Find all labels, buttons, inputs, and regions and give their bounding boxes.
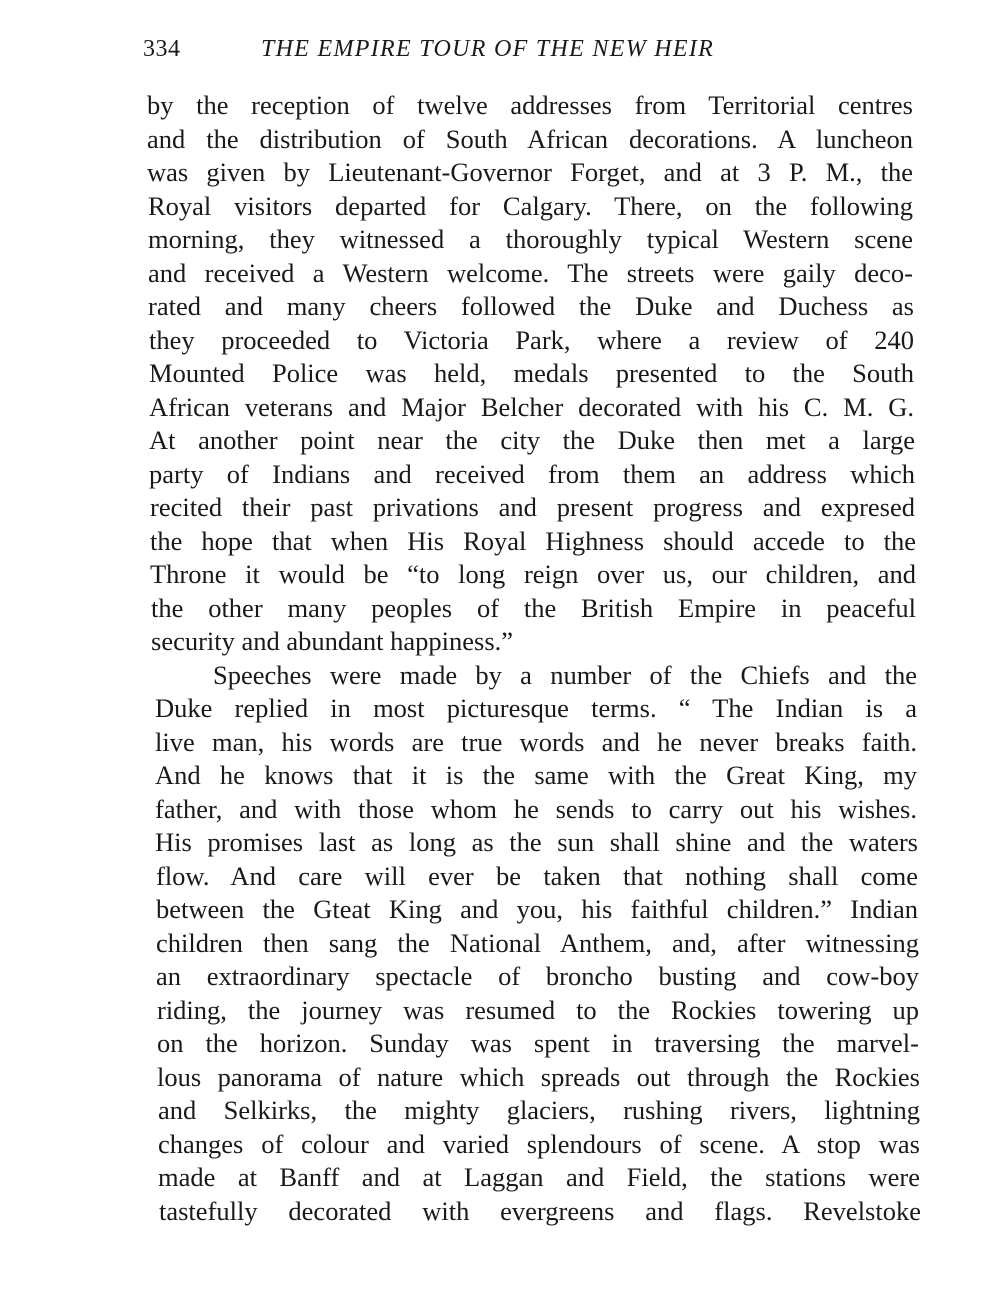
text-line: on the horizon. Sunday was spent in traversing the marvel- xyxy=(157,1028,919,1058)
text-line: father, and with those whom he sends to carry out his wishes. xyxy=(155,793,917,824)
running-title: THE EMPIRE TOUR OF THE NEW HEIR xyxy=(261,36,715,62)
text-line: Royal visitors departed for Calgary. There, on the following xyxy=(148,190,913,221)
text-line: the hope that when His Royal Highness should accede to the xyxy=(150,525,916,556)
text-line: And he knows that it is the same with the Great King, my xyxy=(155,760,917,790)
running-head xyxy=(143,36,823,70)
text-line: riding, the journey was resumed to the Rockies towering up xyxy=(157,994,919,1025)
page-number: 334 xyxy=(143,36,181,62)
text-line: Speeches were made by a number of the Chiefs and the xyxy=(213,659,917,690)
text-line: African veterans and Major Belcher decorated with his C. M. G. xyxy=(149,391,914,422)
text-line: Throne it would be “to long reign over us, our children, and xyxy=(150,559,916,589)
text-line: His promises last as long as the sun shall shine and the waters xyxy=(155,827,918,857)
text-line: the other many peoples of the British Empire in peaceful xyxy=(151,592,916,623)
text-line: morning, they witnessed a thoroughly typical Western scene xyxy=(148,224,913,254)
text-line: changes of colour and varied splendours of scene. A stop was xyxy=(158,1128,920,1159)
text-line: lous panorama of nature which spreads out through the Rockies xyxy=(157,1061,920,1092)
text-line: Mounted Police was held, medals presented to the South xyxy=(149,358,914,388)
text-line: rated and many cheers followed the Duke and Duchess as xyxy=(148,291,914,321)
text-line: was given by Lieutenant-Governor Forget, and at 3 P. M., the xyxy=(147,157,913,187)
text-line: At another point near the city the Duke then met a large xyxy=(149,425,915,455)
text-line: recited their past privations and present progress and expresed xyxy=(150,492,915,522)
text-line: they proceeded to Victoria Park, where a review of 240 xyxy=(149,324,914,355)
text-line: children then sang the National Anthem, and, after witnessing xyxy=(156,927,919,958)
text-line: and the distribution of South African decorations. A luncheon xyxy=(147,123,913,154)
text-line: and Selkirks, the mighty glaciers, rushing rivers, lightning xyxy=(158,1095,920,1125)
text-line: tastefully decorated with evergreens and flags. Revelstoke xyxy=(159,1195,921,1226)
text-line: by the reception of twelve addresses from Territorial centres xyxy=(147,90,913,120)
text-line: an extraordinary spectacle of broncho busting and cow-boy xyxy=(156,961,919,991)
text-line: flow. And care will ever be taken that nothing shall come xyxy=(156,860,918,891)
text-line: Duke replied in most picturesque terms. “ The Indian is a xyxy=(155,693,917,723)
text-line: security and abundant happiness.” xyxy=(151,626,514,656)
text-line: made at Banff and at Laggan and Field, the stations were xyxy=(158,1162,920,1192)
text-line: between the Gteat King and you, his faithful children.” Indian xyxy=(156,894,918,924)
text-line: and received a Western welcome. The streets were gaily deco- xyxy=(148,257,913,288)
text-line: party of Indians and received from them an address which xyxy=(149,458,915,489)
text-line: live man, his words are true words and he never breaks faith. xyxy=(155,726,917,757)
